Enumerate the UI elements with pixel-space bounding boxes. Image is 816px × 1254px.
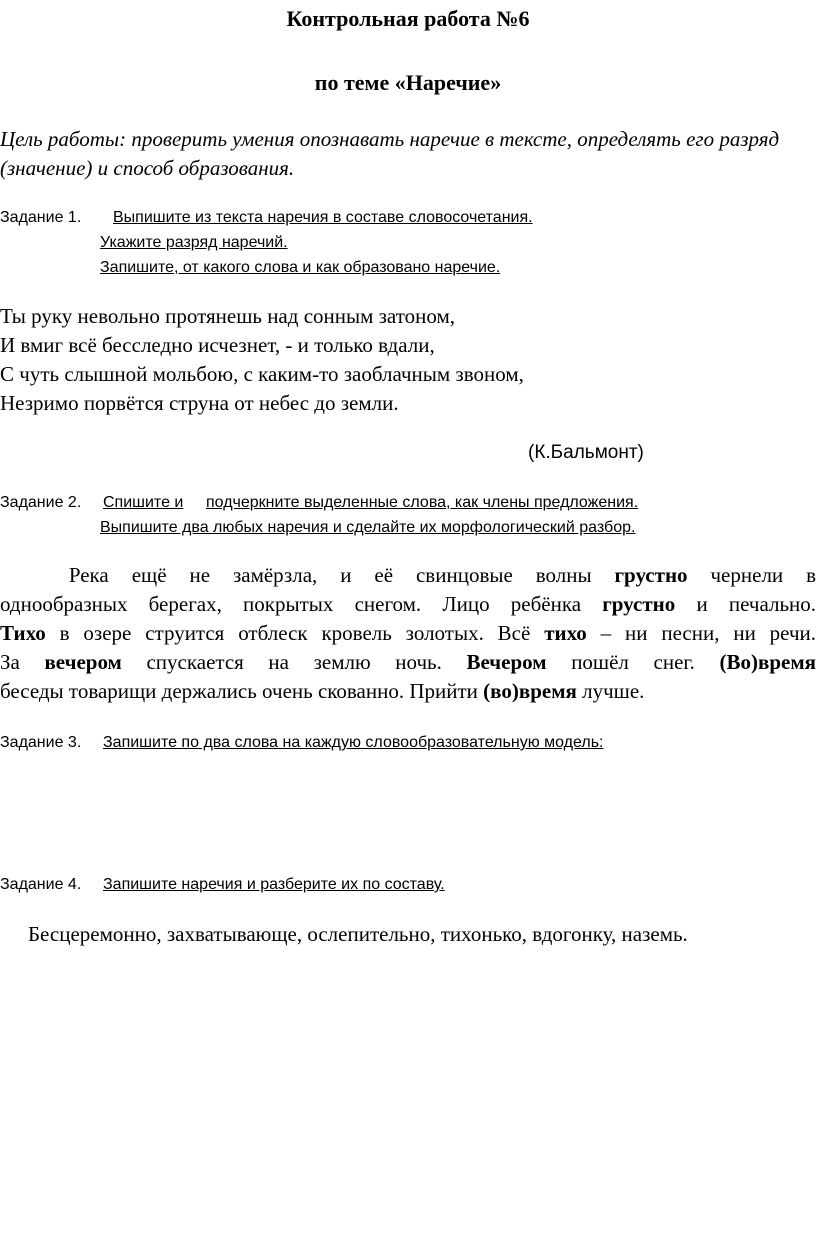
poem-line: Незримо порвётся струна от небес до земли.	[0, 391, 399, 415]
prose-line: Река ещё не замёрзла, и её свинцовые волны грустно чернели в	[68, 563, 816, 587]
poem-line: Ты руку невольно протянешь над сонным затоном,	[0, 304, 455, 328]
task3-instruction: Запишите по два слова на каждую словообразовательную модель:	[103, 734, 604, 751]
task2-label: Задание 2.	[0, 494, 82, 511]
task4-instruction: Запишите наречия и разберите их по составу.	[103, 876, 445, 893]
highlighted-word: тихо	[544, 621, 587, 645]
highlighted-word: вечером	[44, 650, 122, 674]
poem-line: С чуть слышной мольбою, с каким-то заоблачным звоном,	[0, 362, 524, 386]
page-title: Контрольная работа №6	[286, 6, 530, 31]
goal-text: Цель работы: проверить умения опознавать наречие в тексте, определять его разряд (значение) и способ образования.	[0, 127, 780, 180]
task1-label: Задание 1.	[0, 209, 82, 226]
prose-line: За вечером спускается на землю ночь. Вечером пошёл снег. (Во)время	[0, 650, 816, 674]
prose-text	[0, 561, 816, 706]
task4-word-list: Бесцеремонно, захватывающе, ослепительно, тихонько, вдогонку, наземь.	[28, 922, 688, 946]
task1-instruction-3: Запишите, от какого слова и как образовано наречие.	[100, 259, 501, 276]
highlighted-word: Тихо	[0, 621, 46, 645]
page-subtitle: по теме «Наречие»	[314, 70, 502, 95]
poem	[0, 302, 524, 418]
task1-instruction-1: Выпишите из текста наречия в составе словосочетания.	[113, 209, 533, 226]
task3-label: Задание 3.	[0, 734, 82, 751]
task2-instruction-2: Выпишите два любых наречия и сделайте их морфологический разбор.	[100, 519, 636, 536]
prose-line: однообразных берегах, покрытых снегом. Лицо ребёнка грустно и печально.	[0, 592, 816, 616]
prose-line: Тихо в озере струится отблеск кровель золотых. Всё тихо – ни песни, ни речи.	[0, 621, 816, 645]
poem-author: (К.Бальмонт)	[528, 442, 644, 463]
task4-label: Задание 4.	[0, 876, 82, 893]
task1-instruction-2: Укажите разряд наречий.	[100, 234, 288, 251]
highlighted-word: грустно	[614, 563, 688, 587]
task2-instruction-1b: подчеркните выделенные слова, как члены предложения.	[206, 494, 639, 511]
task2-instruction-1a: Спишите и	[103, 494, 184, 511]
highlighted-word: (Во)время	[719, 650, 816, 674]
highlighted-word: (во)время	[483, 679, 577, 703]
prose-line: беседы товарищи держались очень скованно. Прийти (во)время лучше.	[0, 679, 645, 703]
poem-line: И вмиг всё бесследно исчезнет, - и только вдали,	[0, 333, 435, 357]
highlighted-word: грустно	[602, 592, 676, 616]
highlighted-word: Вечером	[466, 650, 547, 674]
